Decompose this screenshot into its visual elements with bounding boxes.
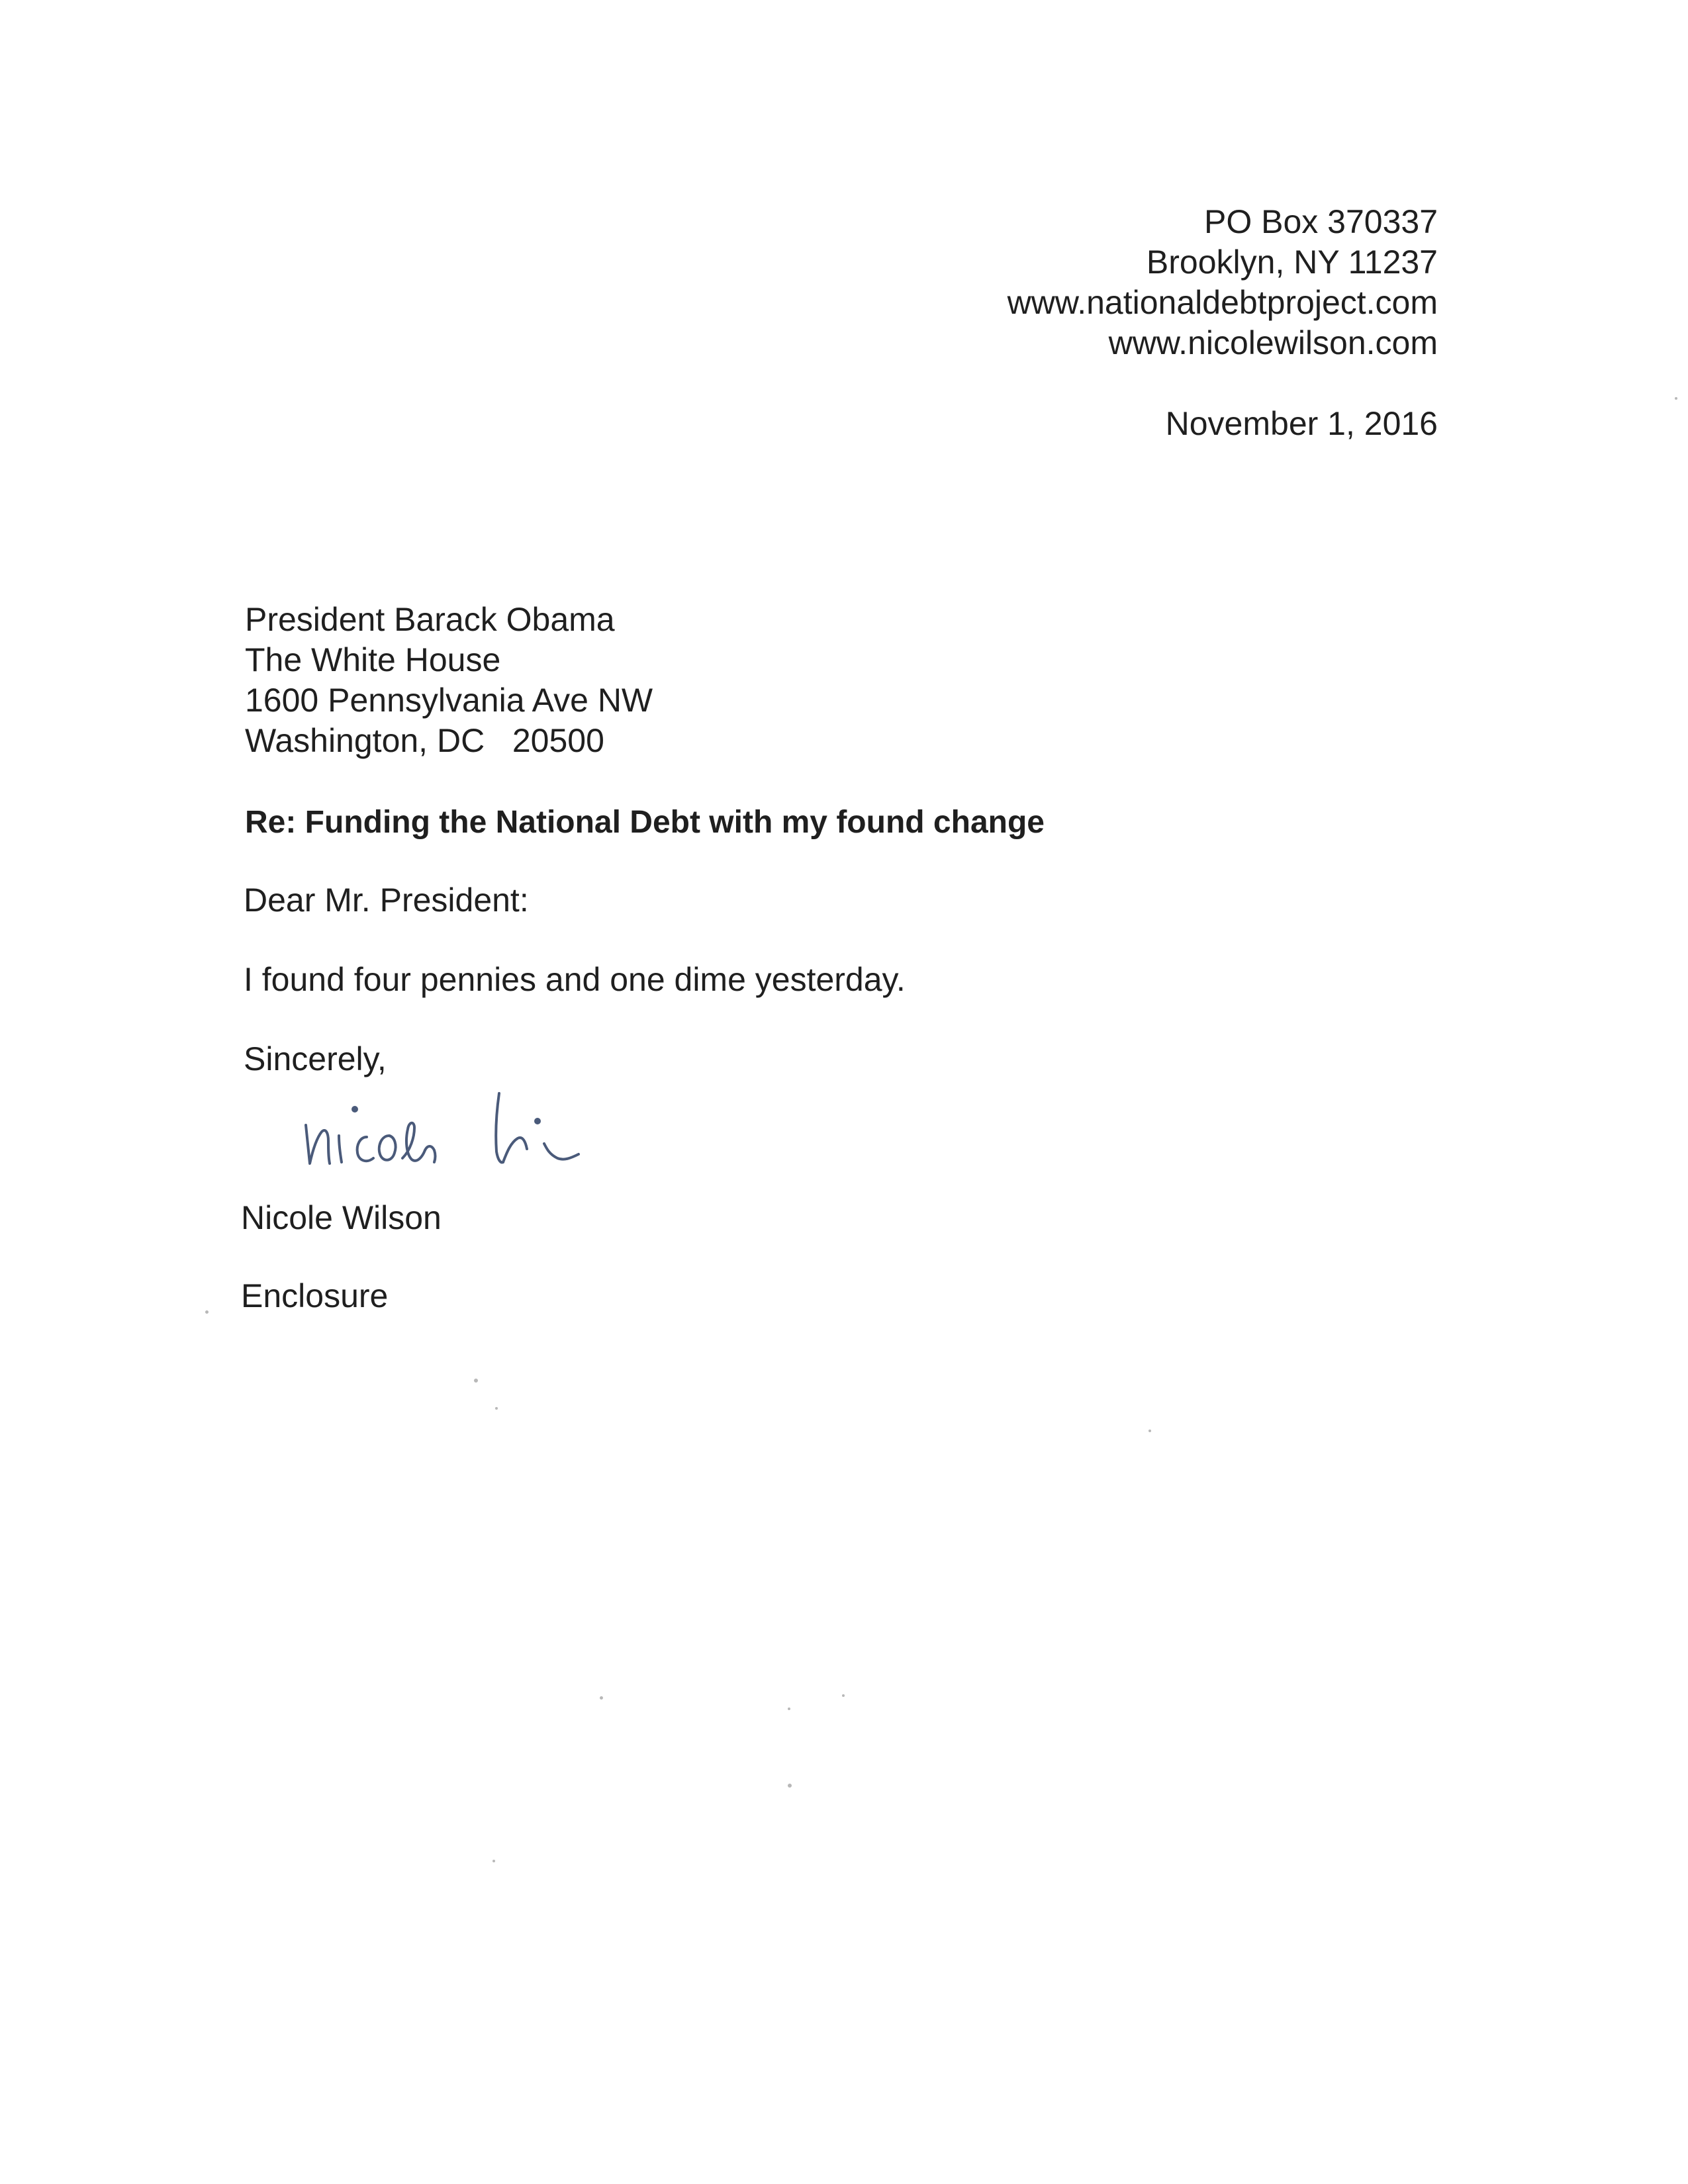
sender-website-national-debt-project: www.nationaldebtproject.com [1007, 284, 1438, 321]
sender-po-box: PO Box 370337 [1203, 203, 1438, 240]
letter-body: I found four pennies and one dime yesterday. [244, 961, 906, 998]
subject-line: Re: Funding the National Debt with my found change [245, 805, 1045, 840]
scan-speck [474, 1379, 478, 1383]
sender-address-block [1008, 202, 1438, 363]
recipient-street: 1600 Pennsylvania Ave NW [245, 682, 653, 719]
enclosure-note: Enclosure [241, 1277, 389, 1314]
sender-website-nicole-wilson: www.nicolewilson.com [1108, 324, 1438, 361]
scan-speck [205, 1310, 209, 1314]
recipient-address-block [245, 600, 653, 761]
scan-speck [1149, 1430, 1151, 1432]
recipient-city-state-zip: Washington, DC 20500 [245, 722, 604, 759]
scan-speck [495, 1407, 498, 1410]
closing: Sincerely, [244, 1040, 387, 1077]
letter-date: November 1, 2016 [1165, 405, 1438, 442]
scan-speck [788, 1784, 792, 1788]
scan-speck [788, 1707, 790, 1710]
handwritten-signature [298, 1085, 642, 1178]
signer-name: Nicole Wilson [241, 1199, 442, 1236]
recipient-organization: The White House [245, 641, 501, 678]
scan-speck [492, 1860, 495, 1862]
sender-city-state-zip: Brooklyn, NY 11237 [1146, 244, 1438, 281]
scan-speck [842, 1694, 845, 1697]
salutation: Dear Mr. President: [244, 882, 529, 919]
recipient-name: President Barack Obama [245, 601, 615, 638]
scan-speck [1675, 397, 1677, 400]
scan-speck [600, 1696, 603, 1700]
